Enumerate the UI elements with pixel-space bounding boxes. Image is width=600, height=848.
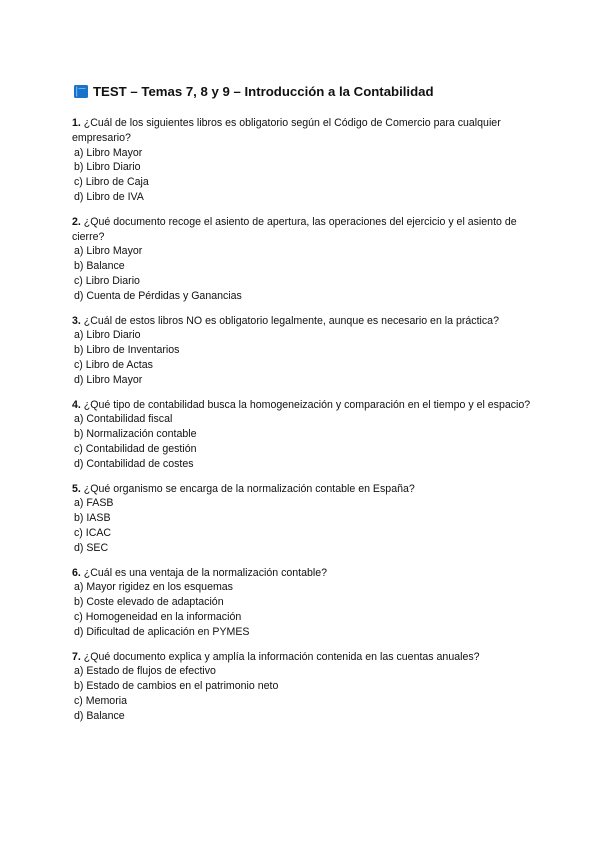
option-b: b) Libro Diario — [74, 161, 141, 174]
question-2 — [72, 215, 532, 304]
option-c: c) Libro de Actas — [74, 358, 153, 371]
question-number: 5. — [72, 482, 81, 495]
question-1 — [72, 116, 532, 205]
option-c: c) Memoria — [74, 694, 127, 707]
option-b: b) Libro de Inventarios — [74, 344, 180, 357]
question-prompt: ¿Cuál es una ventaja de la normalización contable? — [83, 566, 328, 579]
option-list — [72, 328, 532, 387]
question-3 — [72, 314, 532, 388]
question-6 — [72, 566, 532, 640]
option-b: b) Balance — [74, 260, 125, 273]
option-c: c) Contabilidad de gestión — [74, 442, 197, 455]
option-list — [72, 146, 532, 205]
question-number: 4. — [72, 398, 81, 411]
question-text — [72, 482, 532, 497]
option-a: a) Libro Mayor — [74, 245, 143, 258]
question-text — [72, 215, 532, 245]
option-c: c) ICAC — [74, 526, 112, 539]
question-number: 2. — [72, 215, 81, 228]
question-prompt: ¿Qué organismo se encarga de la normalización contable en España? — [83, 482, 415, 495]
question-prompt: ¿Qué documento explica y amplía la información contenida en las cuentas anuales? — [83, 650, 480, 663]
question-number: 1. — [72, 117, 81, 129]
option-b: b) Coste elevado de adaptación — [74, 596, 224, 609]
page-title-text: TEST – Temas 7, 8 y 9 – Introducción a la Contabilidad — [93, 84, 434, 99]
option-d: d) Balance — [74, 709, 125, 722]
option-b: b) IASB — [74, 512, 111, 525]
question-prompt: ¿Cuál de estos libros NO es obligatorio legalmente, aunque es necesario en la práctica? — [83, 314, 499, 327]
option-d: d) Libro Mayor — [74, 373, 143, 386]
question-number: 6. — [72, 566, 81, 579]
option-a: a) Libro Mayor — [74, 146, 143, 159]
option-d: d) Cuenta de Pérdidas y Ganancias — [74, 289, 242, 302]
option-d: d) SEC — [74, 541, 109, 554]
option-b: b) Estado de cambios en el patrimonio neto — [74, 680, 279, 693]
question-5 — [72, 482, 532, 556]
question-text — [72, 566, 532, 581]
option-list — [72, 412, 532, 471]
option-a: a) Estado de flujos de efectivo — [74, 665, 216, 678]
book-icon — [74, 85, 88, 98]
option-a: a) Libro Diario — [74, 329, 141, 342]
question-text — [72, 398, 532, 413]
option-list — [72, 496, 532, 555]
question-number: 3. — [72, 314, 81, 327]
question-text — [72, 650, 532, 665]
option-list — [72, 580, 532, 639]
question-prompt: ¿Cuál de los siguientes libros es obligatorio según el Código de Comercio para cualquier empresario? — [72, 117, 501, 144]
question-4 — [72, 398, 532, 472]
option-c: c) Homogeneidad en la información — [74, 610, 242, 623]
question-text — [72, 116, 532, 146]
question-list — [72, 116, 532, 733]
question-7 — [72, 650, 532, 724]
question-prompt: ¿Qué documento recoge el asiento de apertura, las operaciones del ejercicio y el asiento de cierre? — [72, 215, 517, 243]
option-a: a) Mayor rigidez en los esquemas — [74, 581, 233, 594]
option-d: d) Dificultad de aplicación en PYMES — [74, 625, 250, 638]
question-number: 7. — [72, 650, 81, 663]
option-c: c) Libro Diario — [74, 274, 140, 287]
option-list — [72, 244, 532, 303]
question-prompt: ¿Qué tipo de contabilidad busca la homogeneización y comparación en el tiempo y el espacio? — [83, 398, 531, 411]
option-c: c) Libro de Caja — [74, 176, 149, 189]
option-d: d) Libro de IVA — [74, 190, 144, 203]
option-a: a) FASB — [74, 497, 114, 510]
option-d: d) Contabilidad de costes — [74, 457, 194, 470]
question-text — [72, 314, 532, 329]
page-title — [74, 84, 434, 99]
option-b: b) Normalización contable — [74, 428, 197, 441]
option-list — [72, 664, 532, 723]
option-a: a) Contabilidad fiscal — [74, 413, 173, 426]
